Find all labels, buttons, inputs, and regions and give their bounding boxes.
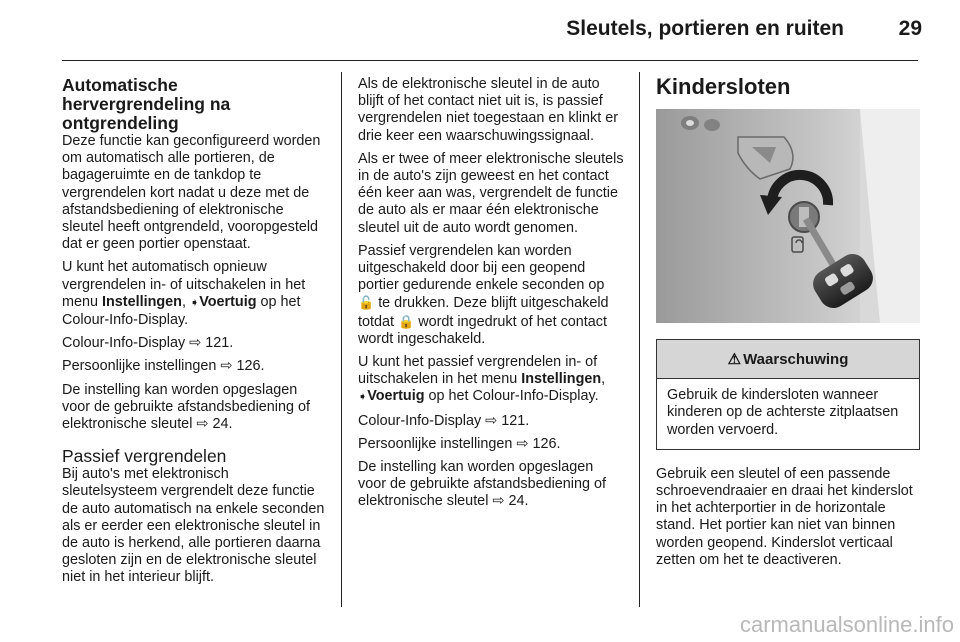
warning-title: Waarschuwing xyxy=(743,350,849,368)
reference-arrow-icon: ⇨ xyxy=(492,493,505,510)
cross-reference: Persoonlijke instellingen ⇨ 126. xyxy=(358,435,561,452)
menu-item-settings: Instellingen xyxy=(102,293,182,310)
menu-item-vehicle: Voertuig xyxy=(367,388,425,405)
warning-box xyxy=(656,339,920,450)
warning-triangle-icon: ⚠ xyxy=(727,350,742,368)
paragraph: Als de elektronische sleutel in de auto blijft of het contact niet uit is, is passief vergrendelen niet toegestaan en klinkt er drie keer een waarschuwingssignaal. xyxy=(358,76,619,144)
child-lock-photo xyxy=(656,109,920,323)
reference-arrow-icon: ⇨ xyxy=(516,435,529,452)
paragraph: De instelling kan worden opgeslagen voor de gebruikte afstandsbediening of elektronische sleutel ⇨ 24. xyxy=(62,381,311,433)
reference-arrow-icon: ⇨ xyxy=(485,412,498,429)
child-lock-illustration xyxy=(656,109,920,323)
paragraph: Deze functie kan geconfigureerd worden om automatisch alle portieren, de bagageruimte en de tankdop te vergrendelen kort nadat u deze met de afstandsbediening of elektronische sleutel heeft ontgrendeld, vooropgesteld dat er geen portier openstaat. xyxy=(62,133,321,253)
column-divider-1 xyxy=(341,72,342,607)
page-number: 29 xyxy=(898,17,922,40)
header-rule xyxy=(62,60,918,61)
menu-item-vehicle: Voertuig xyxy=(199,293,257,310)
column-divider-2 xyxy=(639,72,640,607)
menu-item-settings: Instellingen xyxy=(521,371,602,388)
lock-icon: 🔒 xyxy=(398,313,415,329)
warning-body: Gebruik de kindersloten wanneer kinderen op de achterste zitplaatsen worden vervoerd. xyxy=(667,387,899,438)
column-3 xyxy=(656,76,920,575)
column-1 xyxy=(62,76,325,593)
paragraph: U kunt het passief vergrendelen in- of uitschakelen in het menu Instellingen, ➧Voertuig op het Colour-Info-Display. xyxy=(358,354,606,405)
reference-arrow-icon: ⇨ xyxy=(196,416,209,433)
paragraph: Gebruik een sleutel of een passende schroevendraaier en draai het kinderslot in het achterportier in de horizontale stand. Het portier kan niet van binnen worden geopend. Kinderslot verticaal zetten om het te deactiveren. xyxy=(656,465,913,568)
running-header-title: Sleutels, portieren en ruiten xyxy=(566,17,844,40)
paragraph: De instelling kan worden opgeslagen voor de gebruikte afstandsbediening of elektronische sleutel ⇨ 24. xyxy=(358,459,607,510)
arrow-right-icon: ➧ xyxy=(358,391,368,404)
paragraph: Passief vergrendelen kan worden uitgeschakeld door bij een geopend portier gedurende enkele seconden op 🔓 te drukken. Deze blijft uitgeschakeld totdat 🔒 wordt ingedrukt of het contact wordt ingeschakeld. xyxy=(358,242,609,347)
warning-header xyxy=(657,340,919,379)
paragraph: U kunt het automatisch opnieuw vergrendelen in- of uitschakelen in het menu Instellingen, ➧Voertuig op het Colour-Info-Display. xyxy=(62,259,306,329)
paragraph: Bij auto's met elektronisch sleutelsysteem vergrendelt deze functie de auto automatisch na enkele seconden als er eerder een elektronische sleutel in de auto is herkend, alle portieren daarna gesloten zijn en de elektronische sleutel niet in het interieur blijft. xyxy=(62,466,325,586)
section-heading-auto-relock: Automatische hervergrendeling na ontgrendeling xyxy=(62,75,231,133)
cross-reference: Colour-Info-Display ⇨ 121. xyxy=(358,412,530,429)
cross-reference: Persoonlijke instellingen ⇨ 126. xyxy=(62,358,265,375)
section-title-child-locks: Kindersloten xyxy=(656,74,791,99)
section-heading-passive-locking: Passief vergrendelen xyxy=(62,446,227,467)
cross-reference: Colour-Info-Display ⇨ 121. xyxy=(62,335,234,352)
column-2 xyxy=(358,76,624,517)
arrow-right-icon: ➧ xyxy=(189,296,200,309)
watermark: carmanualsonline.info xyxy=(739,612,954,637)
paragraph: Als er twee of meer elektronische sleutels in de auto's zijn geweest en het contact één keer aan was, vergrendelt de functie de auto als er maar één elektronische sleutel uit de auto wordt genomen. xyxy=(358,150,624,236)
unlock-icon: 🔓 xyxy=(358,295,375,311)
reference-arrow-icon: ⇨ xyxy=(189,335,202,352)
reference-arrow-icon: ⇨ xyxy=(220,358,233,375)
